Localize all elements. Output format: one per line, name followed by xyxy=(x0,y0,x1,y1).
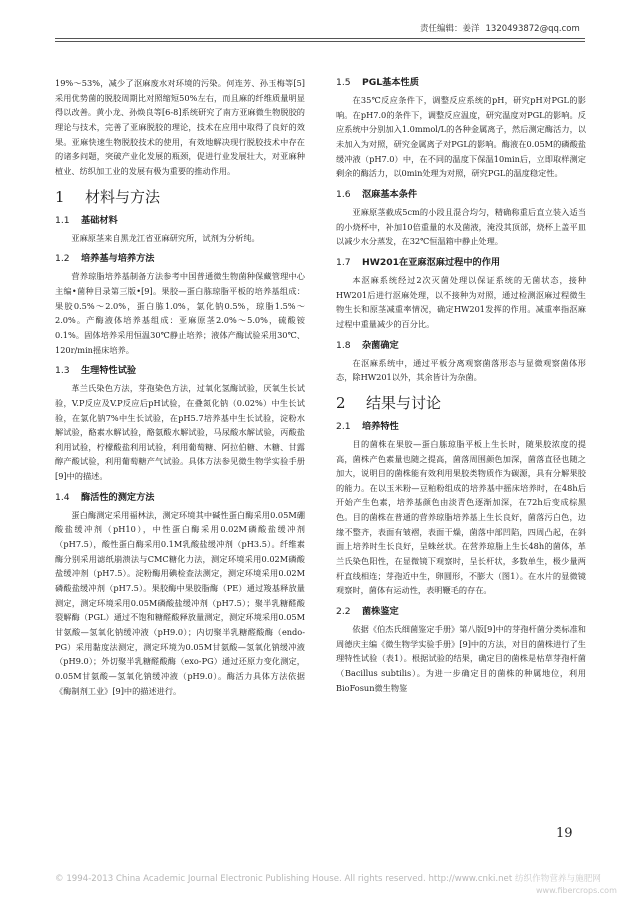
subsection-title: 菌株鉴定 xyxy=(362,606,399,618)
paragraph-1-4: 蛋白酶测定采用福林法，测定环境其中碱性蛋白酶采用0.05M硼酸盐缓冲剂（pH10），中性蛋白酶采用0.02M磷酸盐缓冲剂（pH7.5），酸性蛋白酶采用0.1M乳酸盐缓冲剂（pH3.5）。纤维素酶分别采用滤纸崩溃法与CMC糖化力法，测定环境采用0.02M磷酸盐缓冲剂（pH7.5）。淀粉酶用碘检查法测定，测定环境采用0.02M磷酸盐缓冲剂（pH7.5）。果胶酶中果胶脂酶（PE）通过羧基释放量测定，测定环境采用0.05M磷酸盐缓冲剂（pH7.5）；聚半乳糖醛酸裂解酶（PGL）通过不饱和糖醛酸释放量测定，测定环境采用0.05M甘氨酸—氢氧化钠缓冲液（pH9.0）；内切聚半乳糖醛酸酶（endo-PG）采用黏度法测定，测定环境为0.05M甘氨酸—氢氧化钠缓冲液（pH9.0）；外切聚半乳糖醛酸酶（exo-PG）通过还原力变化测定，0.05M甘氨酸—氢氧化钠缓冲液（pH9.0）。酶活力具体方法依据《酶制剂工业》[9]中的描述进行。 xyxy=(55,509,305,696)
paragraph-2-2: 依据《伯杰氏细菌鉴定手册》第八版[9]中的芽孢杆菌分类标准和周德庆主编《微生物学实验手册》[9]中的方法，对目的菌株进行了生理特性试验（表1）。根据试验的结果，确定目的菌株是枯草芽孢杆菌（Bacillus subtilis）。为进一步确定目的菌株的种属地位，利用BioFosun微生物鉴 xyxy=(336,624,586,693)
subsection-number: 1.1 xyxy=(55,214,70,226)
subsection-title: 生理特性试验 xyxy=(81,365,137,377)
section-number: 2 xyxy=(336,393,346,412)
section-title: 材料与方法 xyxy=(85,187,161,206)
copyright-text: © 1994-2013 China Academic Journal Electronic Publishing House. All rights reserved. xyxy=(55,874,426,884)
right-column xyxy=(336,76,586,695)
section-title: 结果与讨论 xyxy=(366,393,442,412)
subsection-number: 1.7 xyxy=(336,256,351,268)
subsection-1-1 xyxy=(55,214,305,227)
subsection-title: 杂菌确定 xyxy=(362,339,399,351)
paragraph-2-1: 目的菌株在果胶—蛋白胨琼脂平板上生长时，随果胶浓度的提高，菌株产色素量也随之提高，菌落周围颜色加深，菌落直径也随之加大，说明目的菌株能有效利用果胶类物质作为碳源，具有分解果胶的能力。在以玉米粉—豆粕粉组成的培养基中摇床培养时，在48h后开始产生色素，培养基颜色由淡青色逐渐加深，在72h后变成棕黑色。目的菌株在普通的营养琼脂培养基上生长良好，菌落污白色，边缘不整齐，表面有皱褶，表面干燥，菌落中部凹陷，四周凸起，在斜面上培养时生长良好，呈蛛丝状。在营养琼脂上生长48h的菌体，革兰氏染色阳性，在显微镜下观察时，呈长杆状，多数单生，极少量两杆直线相连；芽孢近中生，卵圆形，不膨大（图1）。在水片的显微镜观察时，菌体有运动性，表明鞭毛的存在。 xyxy=(336,438,586,596)
subsection-title: 基础材料 xyxy=(81,214,118,226)
subsection-number: 1.3 xyxy=(55,365,70,377)
header-rule xyxy=(55,38,585,39)
editor-email: 1320493872@qq.com xyxy=(485,24,580,34)
subsection-number: 1.5 xyxy=(336,77,351,88)
section-heading-2 xyxy=(336,394,586,412)
subsection-title: 培养特性 xyxy=(362,420,399,432)
subsection-number: 2.2 xyxy=(336,606,351,618)
subsection-title: PGL基本性质 xyxy=(362,77,419,88)
section-heading-1 xyxy=(55,188,305,206)
site-watermark: 纺织作物营养与施肥网 xyxy=(514,874,601,884)
paragraph-1-8: 在沤麻系统中，通过平板分离观察菌落形态与显微观察菌体形态，除HW201以外，其余皆计为杂菌。 xyxy=(336,357,586,383)
subsection-title: 培养基与培养方法 xyxy=(81,253,155,265)
section-number: 1 xyxy=(55,187,65,206)
subsection-1-4 xyxy=(55,491,305,504)
paragraph-1-2: 营养琼脂培养基制备方法参考中国普通微生物菌种保藏管理中心主编•菌种目录第三版•[9]。果胶—蛋白胨琼脂平板的培养基组成：果胶0.5%～2.0%，蛋白胨1.0%，氯化钠0.5%，琼脂1.5%～2.0%。产酶液体培养基组成：亚麻原茎2.0%～5.0%，硫酸铵0.1%。固体培养采用恒温30℃静止培养；液体产酶试验采用30℃、120r/min摇床培养。 xyxy=(55,271,305,355)
paragraph-1-5: 在35℃反应条件下，调整反应系统的pH，研究pH对PGL的影响。在pH7.0的条件下，调整反应温度，研究温度对PGL的影响。反应系统中分别加入1.0mmol/L的各种金属离子，然后测定酶活力，以未加入为对照，研究金属离子对PGL的影响。酶液在0.05M的磷酸盐缓冲液（pH7.0）中，在不同的温度下保温10min后，立即取样测定剩余的酶活力，以0min处理为对照，研究PGL的温度稳定性。 xyxy=(336,95,586,179)
subsection-1-6 xyxy=(336,188,586,201)
subsection-title: HW201在亚麻沤麻过程中的作用 xyxy=(362,256,501,268)
left-column xyxy=(55,76,305,698)
subsection-1-7 xyxy=(336,256,586,269)
subsection-1-2 xyxy=(55,252,305,265)
subsection-number: 1.8 xyxy=(336,339,351,351)
subsection-1-5 xyxy=(336,76,586,89)
subsection-title: 酶活性的测定方法 xyxy=(81,491,155,503)
intro-paragraph: 19%～53%，减少了沤麻废水对环境的污染。何连芳、孙玉梅等[5]采用优势菌的脱胶周期比对照缩短50%左右，而且麻的纤维质量明显得以改善。黄小龙、孙焕良等[6-8]系统研究了南方亚麻微生物脱胶的理论与技术，完善了亚麻脱胶的理论，技术在应用中取得了良好的效果。亚麻快速生物脱胶技术的使用，有效地解决现行脱胶技术中存在的诸多问题，突破产业化发展的瓶颈，促进行业发展壮大，对亚麻种植业、纺织加工业的发展有极为重要的推动作用。 xyxy=(55,78,305,176)
page-footer xyxy=(55,872,601,884)
paragraph-1-1: 亚麻原茎来自黑龙江省亚麻研究所，试剂为分析纯。 xyxy=(71,232,260,243)
subsection-number: 1.2 xyxy=(55,253,70,265)
subsection-1-3 xyxy=(55,364,305,377)
page-number: 19 xyxy=(556,826,573,841)
subsection-title: 沤麻基本条件 xyxy=(362,188,418,200)
subsection-number: 2.1 xyxy=(336,420,351,432)
paragraph-1-6: 亚麻原茎截成5cm的小段且混合均匀，精确称重后直立装入适当的小烧杯中，补加10倍重量的水及菌液，淹没其顶部，烧杯上盖平皿以减少水分蒸发，在32℃恒温箱中静止处理。 xyxy=(336,206,586,247)
subsection-2-2 xyxy=(336,605,586,618)
subsection-number: 1.6 xyxy=(336,188,351,200)
subsection-2-1 xyxy=(336,420,586,433)
editor-label: 责任编辑：姜洋 xyxy=(420,24,480,34)
footer-url[interactable]: http://www.cnki.net xyxy=(428,874,513,884)
paragraph-1-3: 革兰氏染色方法，芽孢染色方法，过氧化氢酶试验，厌氧生长试验，V.P反应及V.P反应后pH试验，在叠氮化钠（0.02%）中生长试验，在氯化钠7%中生长试验，在pH5.7培养基中生长试验，淀粉水解试验，酪素水解试验，酪氨酸水解试验，马尿酸水解试验，丙酸盐利用试验，柠檬酸盐利用试验，利用葡萄糖、阿拉伯糖、木糖、甘露醇产酸试验，利用葡萄糖产气试验。具体方法参见微生物学实验手册[9]中的描述。 xyxy=(55,383,305,482)
site-watermark-url: www.fibercrops.com xyxy=(536,886,617,895)
subsection-1-8 xyxy=(336,339,586,352)
subsection-number: 1.4 xyxy=(55,491,70,503)
header-rule-thin xyxy=(55,41,585,42)
page-header xyxy=(420,22,580,34)
paragraph-1-7: 本沤麻系统经过2次灭菌处理以保证系统的无菌状态，接种HW201后进行沤麻处理，以不接种为对照，通过检测沤麻过程微生物生长和原茎减重率情况，确定HW201发挥的作用。减重率指沤麻过程中重量减少的百分比。 xyxy=(336,274,586,329)
